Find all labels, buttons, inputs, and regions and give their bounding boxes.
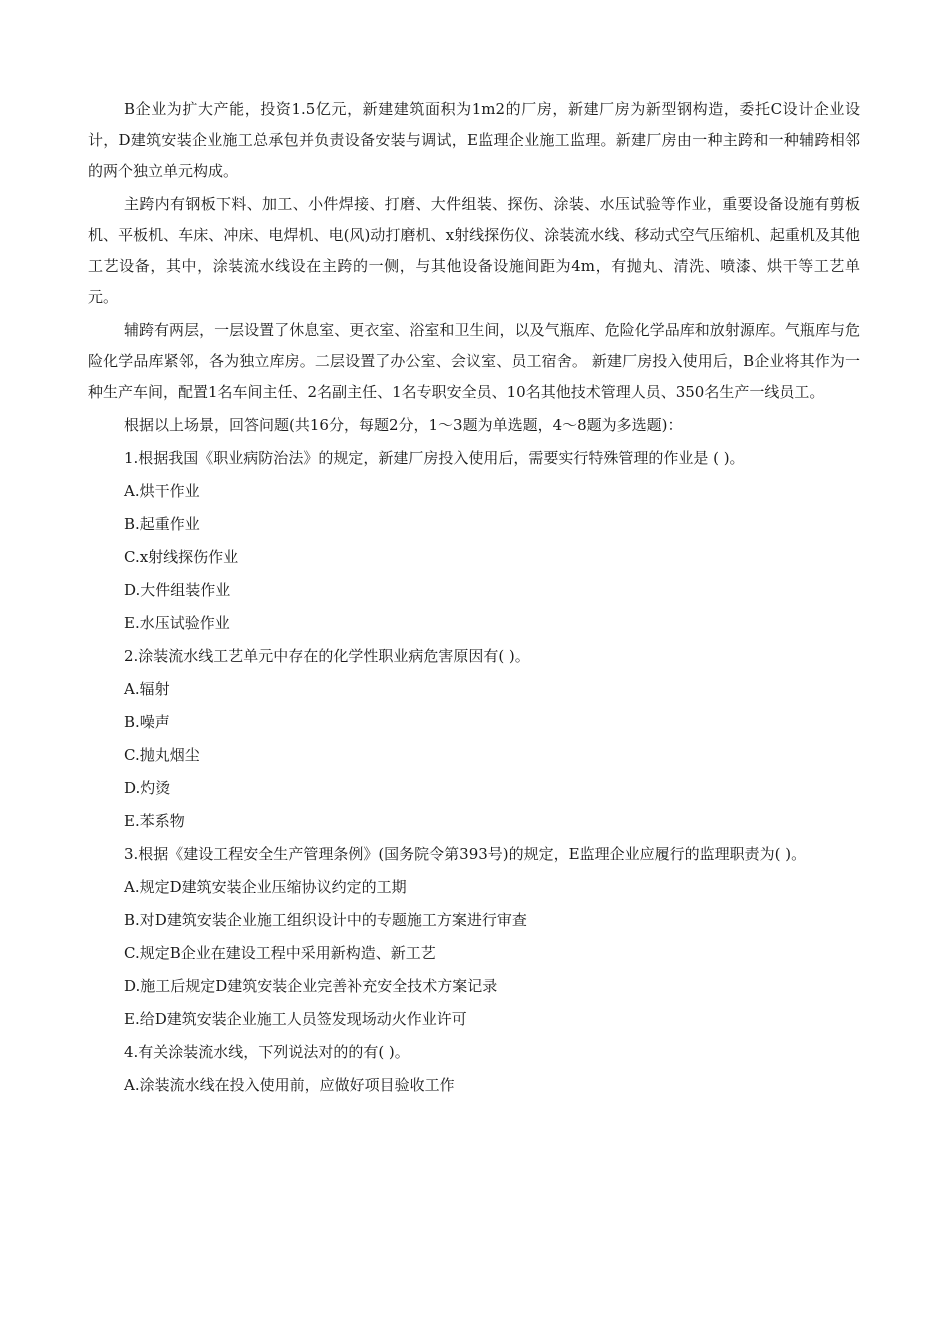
option-d: D.灼烫 <box>124 779 171 797</box>
option-a: A.辐射 <box>124 680 170 698</box>
option-a: A.涂装流水线在投入使用前，应做好项目验收工作 <box>124 1076 455 1094</box>
scenario-paragraph-2: 主跨内有钢板下料、加工、小件焊接、打磨、大件组装、探伤、涂装、水压试验等作业，重要设备设施有剪板机、平板机、车床、冲床、电焊机、电(风)动打磨机、x射线探伤仪、涂装流水线、移动式空气压缩机、起重机及其他工艺设备，其中，涂装流水线设在主跨的一侧，与其他设备设施间距为4m，有抛丸、清洗、喷漆、烘干等工艺单元。 <box>88 195 860 306</box>
question-1 <box>88 443 860 639</box>
scenario-paragraph-3: 辅跨有两层，一层设置了休息室、更衣室、浴室和卫生间，以及气瓶库、危险化学品库和放射源库。气瓶库与危险化学品库紧邻，各为独立库房。二层设置了办公室、会议室、员工宿舍。 新建厂房投入使用后，B企业将其作为一种生产车间，配置1名车间主任、2名副主任、1名专职安全员、10名其他技术管理人员、350名生产一线员工。 <box>88 321 860 401</box>
option-e: E.苯系物 <box>124 812 185 830</box>
question-stem: 2.涂装流水线工艺单元中存在的化学性职业病危害原因有( )。 <box>124 647 530 665</box>
option-e: E.给D建筑安装企业施工人员签发现场动火作业许可 <box>124 1010 467 1028</box>
option-c: C.规定B企业在建设工程中采用新构造、新工艺 <box>124 944 436 962</box>
document-page <box>88 94 860 1103</box>
option-d: D.大件组装作业 <box>124 581 231 599</box>
option-b: B.起重作业 <box>124 515 200 533</box>
question-2 <box>88 641 860 837</box>
option-c: C.x射线探伤作业 <box>124 548 239 566</box>
option-a: A.烘干作业 <box>124 482 200 500</box>
question-4 <box>88 1037 860 1101</box>
option-a: A.规定D建筑安装企业压缩协议约定的工期 <box>124 878 407 896</box>
question-stem: 3.根据《建设工程安全生产管理条例》(国务院令第393号)的规定，E监理企业应履行的监理职责为( )。 <box>124 845 807 863</box>
instruction-text: 根据以上场景，回答问题(共16分，每题2分，1～3题为单选题，4～8题为多选题)： <box>124 416 683 434</box>
option-b: B.噪声 <box>124 713 170 731</box>
question-stem: 4.有关涂装流水线，下列说法对的的有( )。 <box>124 1043 410 1061</box>
option-e: E.水压试验作业 <box>124 614 230 632</box>
option-b: B.对D建筑安装企业施工组织设计中的专题施工方案进行审查 <box>124 911 527 929</box>
option-d: D.施工后规定D建筑安装企业完善补充安全技术方案记录 <box>124 977 498 995</box>
question-stem: 1.根据我国《职业病防治法》的规定，新建厂房投入使用后，需要实行特殊管理的作业是 ( )。 <box>124 449 745 467</box>
question-3 <box>88 839 860 1035</box>
scenario-paragraph-1: B企业为扩大产能，投资1.5亿元，新建建筑面积为1m2的厂房，新建厂房为新型钢构造，委托C设计企业设计，D建筑安装企业施工总承包并负责设备安装与调试，E监理企业施工监理。新建厂房由一种主跨和一种辅跨相邻的两个独立单元构成。 <box>88 100 860 180</box>
option-c: C.抛丸烟尘 <box>124 746 200 764</box>
